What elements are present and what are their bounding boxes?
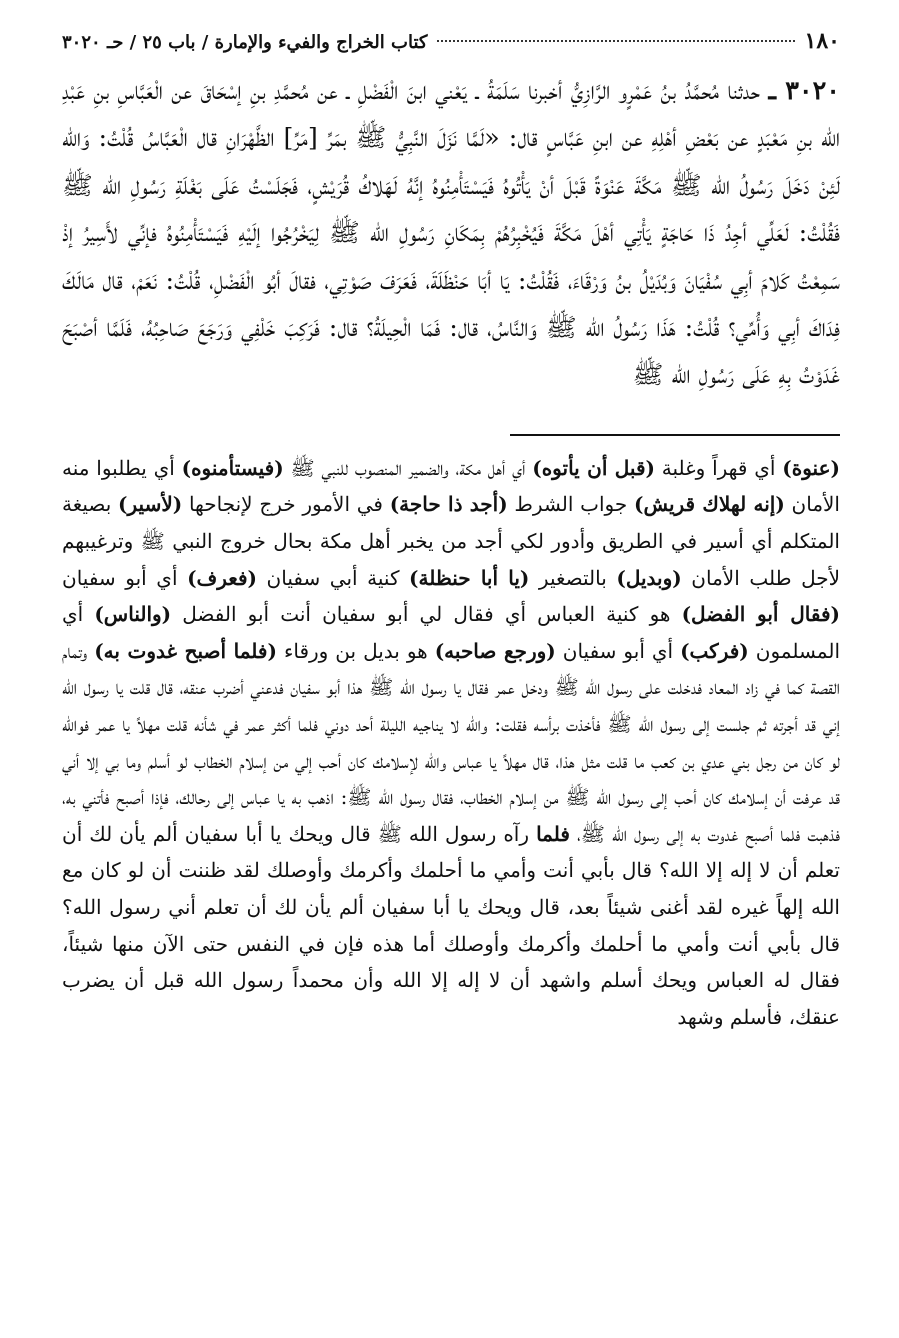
note-text: رآه رسول الله ﷺ قال ويحك يا أبا سفيان ألم يأن لك أن تعلم أن لا إله إلا الله؟ قال بأبي أنت وأمي ما أحلمك وأكرمك وأوصلك لقد ظننت أن لو كان مع الله إلهاً غيره لقد أغنى شيئاً بعد، قال ويحك يا أبا سفيان ألم يأن لك أن تعلم أني رسول الله؟ قال بأبي أنت وأمي ما أحلمك وأكرمك وأوصلك أما هذه فإن في النفس حتى الآن منها شيئاً، فقال له العباس ويحك أسلم واشهد أن لا إله إلا الله وأن محمداً رسول الله قبل أن يضرب عنقك، فأسلم وشهد [62,821,840,1029]
note-keyword: فلما [536,821,570,846]
note-text: كنية أبي سفيان [256,565,410,590]
note-keyword: (فلما أصبح غدوت به) [94,638,277,663]
note-keyword: (فعرف) [187,565,257,590]
note-keyword: (قبل أن يأتوه) [532,455,655,480]
commentary-notes [62,450,840,1036]
note-keyword: (فيستأمنوه) [181,455,284,480]
note-text: بالتصغير [529,565,617,590]
commentary-paragraph [62,450,840,1036]
note-keyword: (أجد ذا حاجة) [389,492,508,517]
hadith-body: حدثنا مُحمَّدُ بنُ عَمْرٍو الرَّازِيُّ أخبرنا سَلَمَةُ ـ يَعْني ابنَ الْفَضْلِ ـ عن مُحمَّدِ بنِ إسْحَاقَ عن الْعَبَّاسِ بنِ عَبْدِ الله بنِ مَعْبَدٍ عن بَعْضِ أهْلِهِ عن ابنِ عَبَّاسٍ قال: «لَمَّا نَزَلَ النَّبِيُّ ﷺ بمَرِّ [مَرِّ] الظَّهْرَانِ قال الْعَبَّاسُ قُلْتُ: وَالله لَئِنْ دَخَلَ رَسُولُ الله ﷺ مَكَّةَ عَنْوَةً قَبْلَ أنْ يَأْتُوهُ فَيَسْتَأْمِنُوهُ إنَّهُ لَهَلاكُ قُرَيْشٍ، فَجَلَسْتُ عَلَى بَغْلَةِ رَسُولِ الله ﷺ فَقُلْتُ: لَعَلِّي أجِدُ ذَا حَاجَةٍ يَأْتِي أهْلَ مَكَّةَ فَيُخْبِرُهُمْ بِمَكَانِ رَسُولِ الله ﷺ لِيَخْرُجُوا إلَيْهِ فَيَسْتَأْمِنُوهُ فإنِّي لأَسِيرُ إذْ سَمِعْتُ كَلامَ أبِي سُفْيَانَ وَبُدَيْلُ بنُ وَرْقَاءَ، فَقُلْتُ: يَا أبَا حَنْظَلَةَ، فَعَرَفَ صَوْتِي، فقالَ أبُو الْفَضْلِ، قُلْتُ: نَعَمْ، قال مَالَكَ فِدَاكَ أبِي وَأُمِّي؟ قُلْتُ: هَذَا رَسُولُ الله ﷺ وَالنَّاسُ، قال: فَمَا الْحِيلَةُ؟ قال: فَرَكِبَ خَلْفِي وَرَجَعَ صَاحِبُهُ، فَلَمَّا أصْبَحَ غَدَوْتُ بِهِ عَلَى رَسُولِ الله ﷺ [62,76,840,391]
hadith-text [62,68,840,400]
note-text: أي قهراً وغلبة [655,455,783,480]
book-chapter-title: كتاب الخراج والفيء والإمارة / باب ٢٥ / حـ ٣٠٢٠ [62,32,428,53]
note-keyword: (عنوة) [782,455,840,480]
note-text: أي المسلمون [62,602,841,663]
note-text: أي أبو سفيان [555,638,681,663]
note-keyword: (يا أبا حنظلة) [409,565,530,590]
note-text: هو كنية العباس أي فقال لي أبو سفيان أنت أبو الفضل [171,602,682,627]
note-keyword: (والناس) [94,602,172,627]
note-keyword: (فركب) [680,638,749,663]
note-keyword: (ورجع صاحبه) [434,638,556,663]
note-text: بصيغة المتكلم أي أسير في الطريق وأدور لكي أجد من يخبر أهل مكة بحال خروج النبي ﷺ وترغيبهم لأجل طلب الأمان [62,492,840,590]
page-number: ١٨٠ [804,28,840,54]
note-text: أي يطلبوا منه الأمان [62,455,840,517]
note-keyword: (لأسير) [118,492,183,517]
book-page [62,28,840,1308]
note-text: جواب الشرط [507,492,634,517]
hadith-number: ٣٠٢٠ ـ [768,76,840,106]
note-keyword: (وبديل) [616,565,682,590]
hadith-paragraph [62,68,840,400]
running-head [62,28,840,62]
leader-dots [437,40,794,42]
note-text: وتمام القصة كما في زاد المعاد فدخلت على رسول الله ﷺ ودخل عمر فقال يا رسول الله ﷺ هذا أبو سفيان فدعني أضرب عنقه، قال قلت يا رسول الله إني قد أجرته ثم جلست إلى رسول الله ﷺ فأخذت برأسه فقلت: والله لا يناجيه الليلة أحد دوني فلما أكثر عمر في شأنه قلت مهلاً يا عمر فوالله لو كان من رجل بني عدي بن كعب ما قلت مثل هذا، قال مهلاً يا عباس والله لإسلامك كان أحب إلي من إسلام الخطاب لو أسلم وما بي إلا أني قد عرفت أن إسلامك كان أحب إلى رسول الله ﷺ من إسلام الخطاب، فقال رسول الله ﷺ: اذهب به يا عباس إلى رحالك، فإذا أصبح فأتني به، فذهبت فلما أصبح غدوت به إلى رسول الله ﷺ، [62,638,840,846]
note-text: أي أبو سفيان [62,565,188,590]
note-text: هو بديل بن ورقاء [276,638,435,663]
note-keyword: (إنه لهلاك قريش) [633,492,785,517]
note-text: أي أهل مكة، والضمير المنصوب للنبي ﷺ [283,455,533,480]
footnote-divider [510,434,840,436]
note-keyword: (فقال أبو الفضل) [681,602,840,627]
note-text: في الأمور خرج لإنجاحها [182,492,390,517]
